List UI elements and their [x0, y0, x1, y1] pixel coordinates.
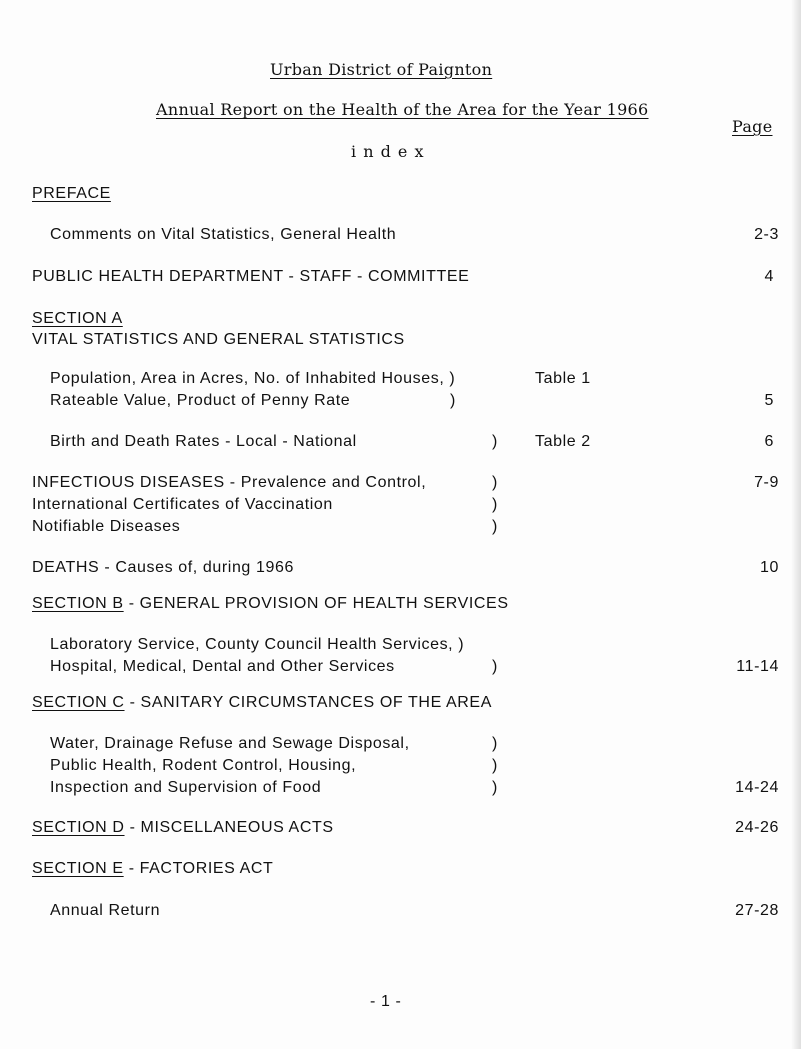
- infectious-bracket-1: ): [492, 474, 498, 491]
- section-e-row: [32, 860, 273, 878]
- preface-comments-page: 2-3: [754, 226, 779, 243]
- page-edge-shadow: [791, 0, 801, 1049]
- section-b-line-2: Hospital, Medical, Dental and Other Services: [50, 658, 395, 675]
- section-b-title: - GENERAL PROVISION OF HEALTH SERVICES: [128, 595, 509, 612]
- section-e-title: - FACTORIES ACT: [128, 860, 274, 877]
- section-d-title: - MISCELLANEOUS ACTS: [129, 819, 334, 836]
- section-a-heading: SECTION A: [32, 310, 123, 327]
- section-c-line-1: Water, Drainage Refuse and Sewage Disposal,: [50, 735, 410, 752]
- population-line-2: Rateable Value, Product of Penny Rate: [50, 392, 351, 409]
- birth-death-rates: Birth and Death Rates - Local - National: [50, 433, 357, 450]
- deaths-entry: DEATHS - Causes of, during 1966: [32, 559, 294, 576]
- section-e-heading: SECTION E: [32, 860, 124, 877]
- table-2-label: Table 2: [535, 433, 591, 450]
- infectious-line-3: Notifiable Diseases: [32, 518, 181, 535]
- section-b-heading: SECTION B: [32, 595, 124, 612]
- report-title: Annual Report on the Health of the Area for the Year 1966: [156, 100, 649, 119]
- staff-entry-page: 4: [764, 268, 774, 285]
- section-c-bracket-3: ): [492, 779, 498, 796]
- deaths-page: 10: [760, 559, 779, 576]
- section-b-page: 11-14: [736, 658, 779, 675]
- section-c-line-2: Public Health, Rodent Control, Housing,: [50, 757, 357, 774]
- section-c-title: - SANITARY CIRCUMSTANCES OF THE AREA: [129, 694, 492, 711]
- district-title: Urban District of Paignton: [270, 60, 493, 79]
- infectious-bracket-3: ): [492, 518, 498, 535]
- infectious-bracket-2: ): [492, 496, 498, 513]
- table-1-label: Table 1: [535, 370, 591, 387]
- section-d-heading: SECTION D: [32, 819, 125, 836]
- section-a-subheading: VITAL STATISTICS AND GENERAL STATISTICS: [32, 331, 405, 348]
- birth-death-bracket: ): [492, 433, 498, 450]
- annual-return-entry: Annual Return: [50, 902, 161, 919]
- section-d-row: [32, 819, 334, 837]
- staff-entry: PUBLIC HEALTH DEPARTMENT - STAFF - COMMITTEE: [32, 268, 470, 285]
- section-c-page: 14-24: [735, 779, 779, 796]
- section-c-bracket-1: ): [492, 735, 498, 752]
- section-b-row: [32, 595, 509, 613]
- index-label: i n d e x: [351, 142, 425, 161]
- infectious-line-2: International Certificates of Vaccination: [32, 496, 333, 513]
- preface-comments: Comments on Vital Statistics, General Health: [50, 226, 397, 243]
- population-bracket: ): [450, 392, 456, 409]
- section-b-line-1: Laboratory Service, County Council Health Services, ): [50, 636, 465, 653]
- preface-heading: PREFACE: [32, 185, 111, 202]
- annual-return-page: 27-28: [735, 902, 779, 919]
- section-c-line-3: Inspection and Supervision of Food: [50, 779, 322, 796]
- section-b-bracket: ): [492, 658, 498, 675]
- population-line-1: Population, Area in Acres, No. of Inhabited Houses, ): [50, 370, 456, 387]
- infectious-page: 7-9: [754, 474, 779, 491]
- section-c-bracket-2: ): [492, 757, 498, 774]
- infectious-line-1: INFECTIOUS DISEASES - Prevalence and Control,: [32, 474, 427, 491]
- page-number: - 1 -: [370, 993, 402, 1010]
- birth-death-page: 6: [764, 433, 774, 450]
- section-c-row: [32, 694, 492, 712]
- section-d-page: 24-26: [735, 819, 779, 836]
- section-c-heading: SECTION C: [32, 694, 125, 711]
- population-page: 5: [764, 392, 774, 409]
- page-column-label: Page: [732, 117, 773, 136]
